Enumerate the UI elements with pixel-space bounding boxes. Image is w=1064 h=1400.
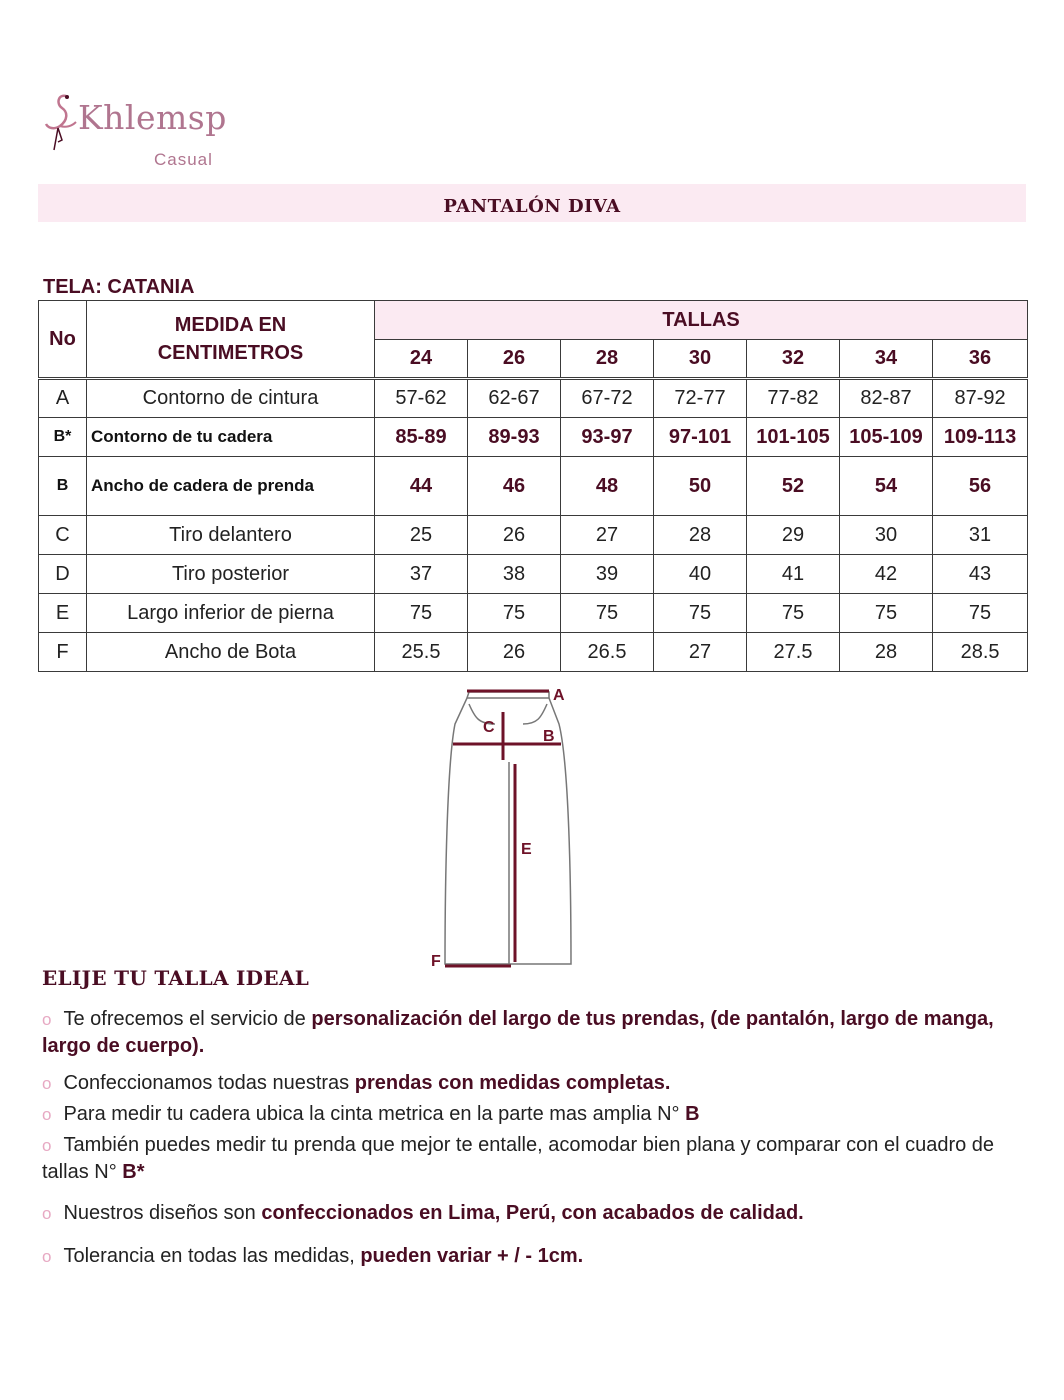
size-value: 54 bbox=[840, 457, 933, 516]
size-value: 56 bbox=[933, 457, 1028, 516]
note-item bbox=[42, 1200, 1032, 1227]
size-value: 75 bbox=[561, 594, 654, 633]
size-value: 97-101 bbox=[654, 418, 747, 457]
note-text: Para medir tu cadera ubica la cinta metrica en la parte mas amplia N° bbox=[63, 1103, 686, 1125]
note-text: Tolerancia en todas las medidas, bbox=[63, 1245, 361, 1267]
pants-diagram bbox=[425, 684, 585, 970]
title-band bbox=[38, 184, 1026, 222]
size-value: 27 bbox=[561, 516, 654, 555]
size-value: 28.5 bbox=[933, 633, 1028, 672]
note-text: Nuestros diseños son bbox=[63, 1202, 262, 1224]
diagram-label-b: B bbox=[543, 728, 555, 745]
note-item bbox=[42, 1243, 1032, 1270]
note-text: Te ofrecemos el servicio de bbox=[63, 1008, 312, 1030]
size-value: 26.5 bbox=[561, 633, 654, 672]
size-value: 67-72 bbox=[561, 379, 654, 418]
size-header: 32 bbox=[747, 340, 840, 379]
size-value: 44 bbox=[375, 457, 468, 516]
size-value: 27 bbox=[654, 633, 747, 672]
row-label: Contorno de cintura bbox=[87, 379, 375, 418]
size-value: 101-105 bbox=[747, 418, 840, 457]
size-value: 31 bbox=[933, 516, 1028, 555]
size-header: 26 bbox=[468, 340, 561, 379]
bullet-icon: o bbox=[42, 1010, 52, 1029]
brand-logo bbox=[44, 88, 244, 178]
size-value: 43 bbox=[933, 555, 1028, 594]
note-emphasis: B* bbox=[122, 1161, 145, 1183]
row-label: Tiro delantero bbox=[87, 516, 375, 555]
size-value: 75 bbox=[840, 594, 933, 633]
size-value: 62-67 bbox=[468, 379, 561, 418]
table-row bbox=[39, 594, 1028, 633]
size-value: 29 bbox=[747, 516, 840, 555]
table-row bbox=[39, 418, 1028, 457]
size-value: 72-77 bbox=[654, 379, 747, 418]
row-label: Contorno de tu cadera bbox=[87, 418, 375, 457]
size-value: 48 bbox=[561, 457, 654, 516]
diagram-label-c: C bbox=[483, 719, 495, 736]
note-item bbox=[42, 1070, 1032, 1097]
row-label: Ancho de Bota bbox=[87, 633, 375, 672]
sizes-header: TALLAS bbox=[375, 301, 1028, 340]
bullet-icon: o bbox=[42, 1136, 52, 1155]
size-value: 46 bbox=[468, 457, 561, 516]
note-text: Confeccionamos todas nuestras bbox=[63, 1072, 355, 1094]
bullet-icon: o bbox=[42, 1074, 52, 1093]
diagram-label-a: A bbox=[553, 687, 565, 704]
size-value: 40 bbox=[654, 555, 747, 594]
size-value: 28 bbox=[840, 633, 933, 672]
size-value: 109-113 bbox=[933, 418, 1028, 457]
choose-size-heading: ELIJE TU TALLA IDEAL bbox=[42, 966, 310, 990]
size-value: 89-93 bbox=[468, 418, 561, 457]
size-header: 34 bbox=[840, 340, 933, 379]
size-value: 85-89 bbox=[375, 418, 468, 457]
size-table bbox=[38, 300, 1028, 672]
note-item bbox=[42, 1006, 1032, 1060]
flamingo-icon bbox=[44, 92, 78, 154]
diagram-label-f: F bbox=[431, 953, 441, 970]
brand-name: Khlemsp bbox=[78, 98, 227, 137]
size-header: 28 bbox=[561, 340, 654, 379]
size-value: 30 bbox=[840, 516, 933, 555]
table-row bbox=[39, 633, 1028, 672]
note-item bbox=[42, 1132, 1032, 1186]
size-value: 26 bbox=[468, 516, 561, 555]
no-header: No bbox=[39, 301, 87, 379]
row-code: B bbox=[39, 457, 87, 516]
diagram-label-e: E bbox=[521, 841, 532, 858]
row-code: B* bbox=[39, 418, 87, 457]
row-code: E bbox=[39, 594, 87, 633]
note-emphasis: pueden variar + / - 1cm. bbox=[360, 1245, 584, 1267]
size-value: 75 bbox=[654, 594, 747, 633]
size-value: 28 bbox=[654, 516, 747, 555]
size-value: 50 bbox=[654, 457, 747, 516]
table-body bbox=[39, 379, 1028, 672]
measure-header bbox=[87, 301, 375, 379]
table-row bbox=[39, 555, 1028, 594]
row-label: Ancho de cadera de prenda bbox=[87, 457, 375, 516]
size-value: 77-82 bbox=[747, 379, 840, 418]
note-item bbox=[42, 1101, 1032, 1128]
pants-pocket-right bbox=[523, 704, 547, 724]
table-row bbox=[39, 457, 1028, 516]
note-emphasis: prendas con medidas completas. bbox=[354, 1072, 671, 1094]
size-value: 105-109 bbox=[840, 418, 933, 457]
size-value: 25 bbox=[375, 516, 468, 555]
note-text: También puedes medir tu prenda que mejor te entalle, acomodar bien plana y comparar con el cuadro de tallas N° bbox=[42, 1134, 995, 1183]
measure-header-text: MEDIDA EN CENTIMETROS bbox=[157, 314, 304, 364]
size-value: 82-87 bbox=[840, 379, 933, 418]
page-title: PANTALÓN DIVA bbox=[443, 196, 621, 217]
pants-waistband bbox=[467, 692, 549, 698]
table-row bbox=[39, 516, 1028, 555]
row-code: A bbox=[39, 379, 87, 418]
row-label: Tiro posterior bbox=[87, 555, 375, 594]
note-emphasis: B bbox=[685, 1103, 700, 1125]
note-emphasis: personalización del largo de tus prendas, (de pantalón, largo de manga, largo de cuerpo). bbox=[42, 1008, 994, 1057]
bullet-icon: o bbox=[42, 1247, 52, 1266]
size-value: 27.5 bbox=[747, 633, 840, 672]
note-emphasis: confeccionados en Lima, Perú, con acabados de calidad. bbox=[261, 1202, 804, 1224]
size-header: 36 bbox=[933, 340, 1028, 379]
table-row bbox=[39, 379, 1028, 418]
size-value: 87-92 bbox=[933, 379, 1028, 418]
row-code: D bbox=[39, 555, 87, 594]
size-value: 25.5 bbox=[375, 633, 468, 672]
size-value: 37 bbox=[375, 555, 468, 594]
row-code: C bbox=[39, 516, 87, 555]
bullet-icon: o bbox=[42, 1105, 52, 1124]
brand-subtitle: Casual bbox=[154, 150, 213, 169]
size-value: 75 bbox=[468, 594, 561, 633]
size-value: 57-62 bbox=[375, 379, 468, 418]
size-header: 24 bbox=[375, 340, 468, 379]
bullet-icon: o bbox=[42, 1204, 52, 1223]
size-value: 39 bbox=[561, 555, 654, 594]
size-value: 26 bbox=[468, 633, 561, 672]
fabric-label: TELA: CATANIA bbox=[43, 276, 195, 298]
size-header: 30 bbox=[654, 340, 747, 379]
size-value: 38 bbox=[468, 555, 561, 594]
size-value: 75 bbox=[933, 594, 1028, 633]
row-code: F bbox=[39, 633, 87, 672]
row-label: Largo inferior de pierna bbox=[87, 594, 375, 633]
size-value: 52 bbox=[747, 457, 840, 516]
size-value: 75 bbox=[747, 594, 840, 633]
size-value: 75 bbox=[375, 594, 468, 633]
size-value: 42 bbox=[840, 555, 933, 594]
size-value: 41 bbox=[747, 555, 840, 594]
size-value: 93-97 bbox=[561, 418, 654, 457]
notes-list bbox=[42, 1006, 1032, 1270]
